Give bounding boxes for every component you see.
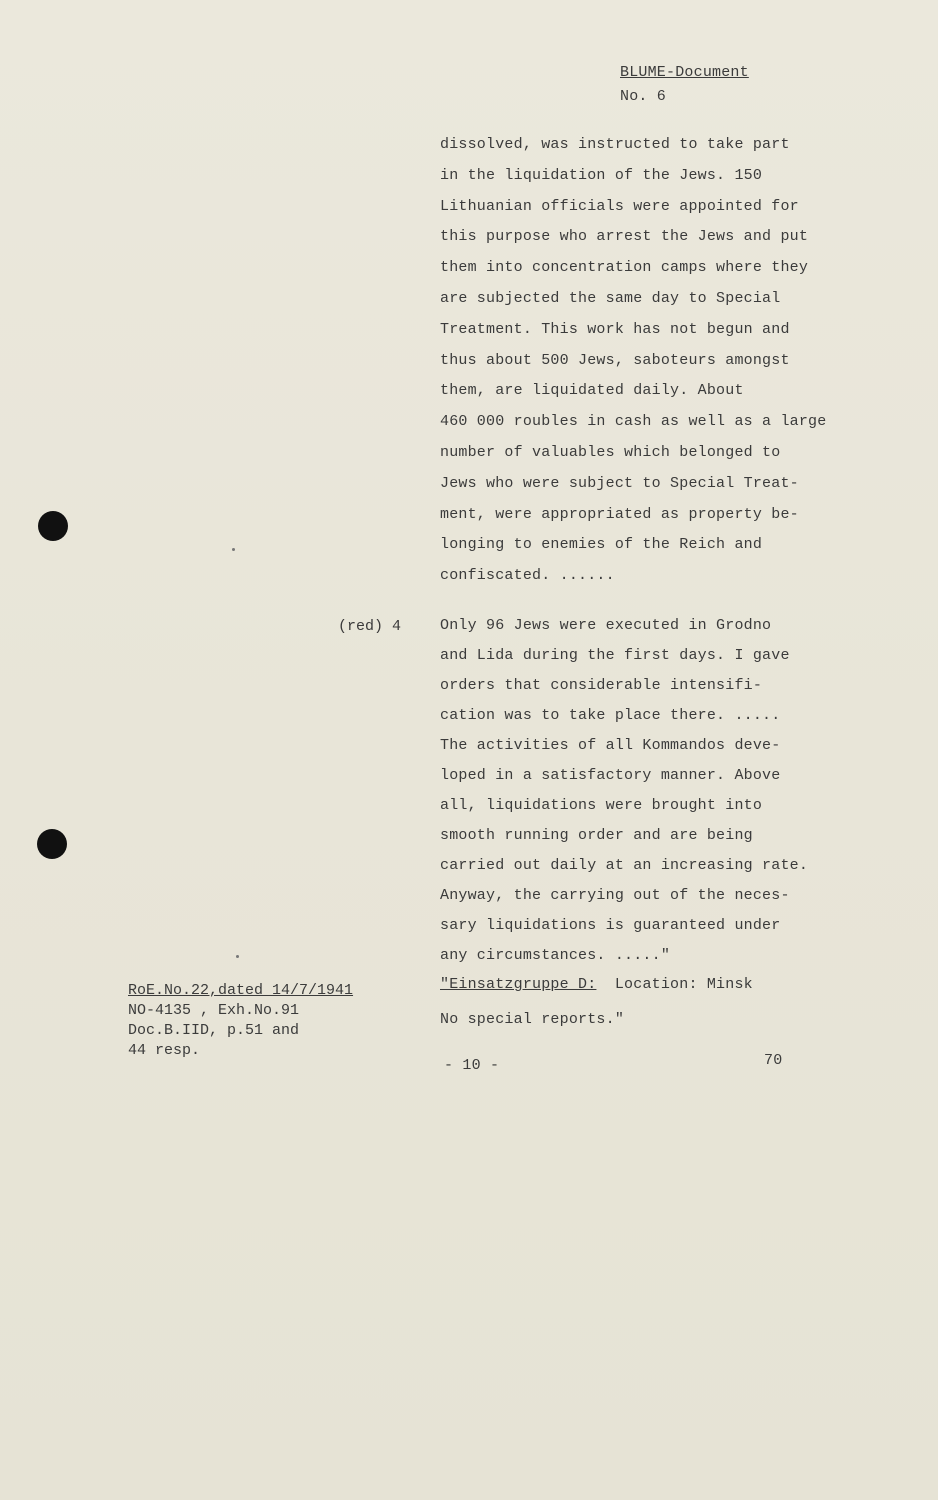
body-line: in the liquidation of the Jews. 150 xyxy=(440,166,763,184)
einsatzgruppe-label: "Einsatzgruppe D: xyxy=(440,976,597,993)
body-line: smooth running order and are being xyxy=(440,827,753,844)
reference-line-2: NO-4135 , Exh.No.91 xyxy=(128,1002,300,1019)
body-line: carried out daily at an increasing rate. xyxy=(440,857,809,874)
body-line: The activities of all Kommandos deve- xyxy=(440,737,781,754)
paper-speck xyxy=(232,548,235,551)
body-line: orders that considerable intensifi- xyxy=(440,677,763,694)
body-line: ment, were appropriated as property be- xyxy=(440,505,799,523)
body-line: Lithuanian officials were appointed for xyxy=(440,197,799,215)
body-line: Treatment. This work has not begun and xyxy=(440,320,790,338)
special-reports-line: No special reports." xyxy=(440,1011,625,1028)
body-line: thus about 500 Jews, saboteurs amongst xyxy=(440,351,790,369)
body-line: Anyway, the carrying out of the neces- xyxy=(440,887,790,904)
sheet-number: 70 xyxy=(764,1052,783,1069)
body-line: them, are liquidated daily. About xyxy=(440,382,744,400)
body-line: all, liquidations were brought into xyxy=(440,797,763,814)
body-line: sary liquidations is guaranteed under xyxy=(440,917,781,934)
page-number: - 10 - xyxy=(444,1057,500,1074)
body-line: confiscated. ...... xyxy=(440,567,615,585)
body-line: dissolved, was instructed to take part xyxy=(440,136,790,153)
body-line: number of valuables which belonged to xyxy=(440,444,781,461)
body-line: are subjected the same day to Special xyxy=(440,290,781,307)
document-title: BLUME-Document xyxy=(620,64,749,81)
body-line: Jews who were subject to Special Treat- xyxy=(440,474,799,492)
location-text: Location: Minsk xyxy=(614,976,753,993)
document-number: No. 6 xyxy=(620,88,667,105)
body-line: them into concentration camps where they xyxy=(440,259,809,277)
body-line: and Lida during the first days. I gave xyxy=(440,647,790,664)
reference-line-3: Doc.B.IID, p.51 and xyxy=(128,1022,300,1039)
reference-line-1: RoE.No.22,dated 14/7/1941 xyxy=(128,982,354,999)
reference-line-4: 44 resp. xyxy=(128,1042,201,1059)
body-line: any circumstances. ....." xyxy=(440,947,671,964)
punch-hole-top xyxy=(38,511,68,541)
body-line: longing to enemies of the Reich and xyxy=(440,536,763,554)
punch-hole-bottom xyxy=(37,829,67,859)
body-line: this purpose who arrest the Jews and put xyxy=(440,228,809,246)
paper-speck xyxy=(236,955,239,958)
body-line: 460 000 roubles in cash as well as a large xyxy=(440,413,827,431)
margin-marker: (red) 4 xyxy=(338,618,402,635)
body-line: loped in a satisfactory manner. Above xyxy=(440,767,781,784)
body-line: cation was to take place there. ..... xyxy=(440,707,781,724)
body-line: Only 96 Jews were executed in Grodno xyxy=(440,617,772,634)
einsatz-line xyxy=(440,976,753,993)
